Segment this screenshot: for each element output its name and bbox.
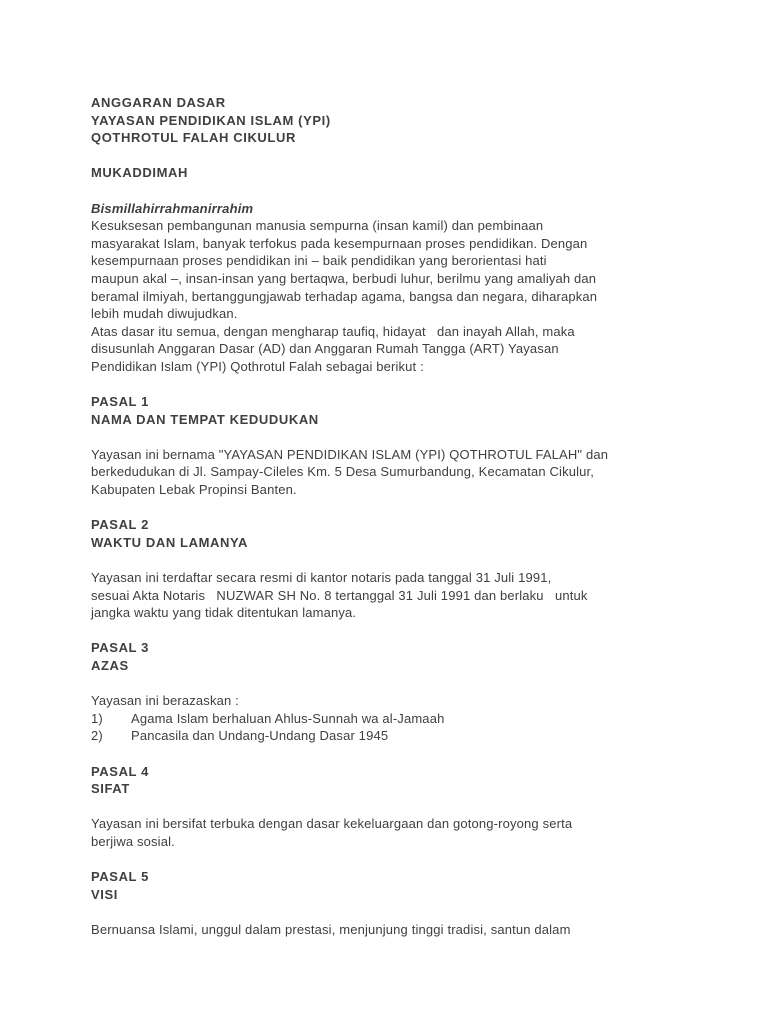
list-item-number: 1) <box>91 710 103 726</box>
pasal-1-body-line: Yayasan ini bernama "YAYASAN PENDIDIKAN ISLAM (YPI) QOTHROTUL FALAH" dan <box>91 446 609 462</box>
mukaddimah-para1-line: masyarakat Islam, banyak terfokus pada kesempurnaan proses pendidikan. Dengan <box>91 235 588 251</box>
doc-title-line-1: ANGGARAN DASAR <box>91 95 226 110</box>
mukaddimah-para1-line: maupun akal –, insan-insan yang bertaqwa, berbudi luhur, berilmu yang amaliyah dan <box>91 270 597 286</box>
pasal-2-body-line: Yayasan ini terdaftar secara resmi di kantor notaris pada tanggal 31 Juli 1991, <box>91 570 552 586</box>
list-item <box>91 727 691 745</box>
mukaddimah-para2-line: disusunlah Anggaran Dasar (AD) dan Anggaran Rumah Tangga (ART) Yayasan <box>91 341 559 357</box>
mukaddimah-para1-line: kesempurnaan proses pendidikan ini – baik pendidikan yang berorientasi hati <box>91 253 547 269</box>
list-item <box>91 710 691 728</box>
list-item-text: Pancasila dan Undang-Undang Dasar 1945 <box>131 728 389 744</box>
mukaddimah-para2-line: Atas dasar itu semua, dengan mengharap taufiq, hidayat dan inayah Allah, maka <box>91 323 575 339</box>
pasal-4-title: SIFAT <box>91 781 130 797</box>
pasal-3-intro: Yayasan ini berazaskan : <box>91 693 239 709</box>
pasal-5-number: PASAL 5 <box>91 869 149 885</box>
pasal-1-body-line: Kabupaten Lebak Propinsi Banten. <box>91 482 297 498</box>
list-item-number: 2) <box>91 728 103 744</box>
pasal-4-body-line: berjiwa sosial. <box>91 833 175 849</box>
mukaddimah-title: MUKADDIMAH <box>91 165 188 181</box>
pasal-4-number: PASAL 4 <box>91 763 149 779</box>
pasal-5-title: VISI <box>91 886 118 902</box>
mukaddimah-para1-line: beramal ilmiyah, bertanggungjawab terhadap agama, bangsa dan negara, diharapkan <box>91 288 598 304</box>
doc-title-line-2: YAYASAN PENDIDIKAN ISLAM (YPI) <box>91 112 331 128</box>
doc-title-line-3: QOTHROTUL FALAH CIKULUR <box>91 130 296 146</box>
pasal-3-title: AZAS <box>91 658 129 673</box>
basmalah: Bismillahirrahmanirrahim <box>91 200 254 216</box>
pasal-1-title: NAMA DAN TEMPAT KEDUDUKAN <box>91 411 319 427</box>
mukaddimah-para2-line: Pendidikan Islam (YPI) Qothrotul Falah sebagai berikut : <box>91 358 424 374</box>
pasal-4-body-line: Yayasan ini bersifat terbuka dengan dasar kekeluargaan dan gotong-royong serta <box>91 816 573 832</box>
document-page <box>91 94 691 939</box>
pasal-2-body-line: sesuai Akta Notaris NUZWAR SH No. 8 tertanggal 31 Juli 1991 dan berlaku untuk <box>91 587 588 603</box>
pasal-3-number: PASAL 3 <box>91 640 149 656</box>
pasal-2-title: WAKTU DAN LAMANYA <box>91 534 249 550</box>
list-item-text: Agama Islam berhaluan Ahlus-Sunnah wa al-Jamaah <box>131 710 445 726</box>
pasal-1-body-line: berkedudukan di Jl. Sampay-Cileles Km. 5 Desa Sumurbandung, Kecamatan Cikulur, <box>91 464 595 480</box>
pasal-5-body-line: Bernuansa Islami, unggul dalam prestasi, menjunjung tinggi tradisi, santun dalam <box>91 921 571 937</box>
mukaddimah-para1-line: lebih mudah diwujudkan. <box>91 306 238 322</box>
pasal-2-number: PASAL 2 <box>91 517 149 533</box>
pasal-1-number: PASAL 1 <box>91 394 149 410</box>
pasal-2-body-line: jangka waktu yang tidak ditentukan lamanya. <box>91 605 357 621</box>
mukaddimah-para1-line: Kesuksesan pembangunan manusia sempurna (insan kamil) dan pembinaan <box>91 218 544 234</box>
